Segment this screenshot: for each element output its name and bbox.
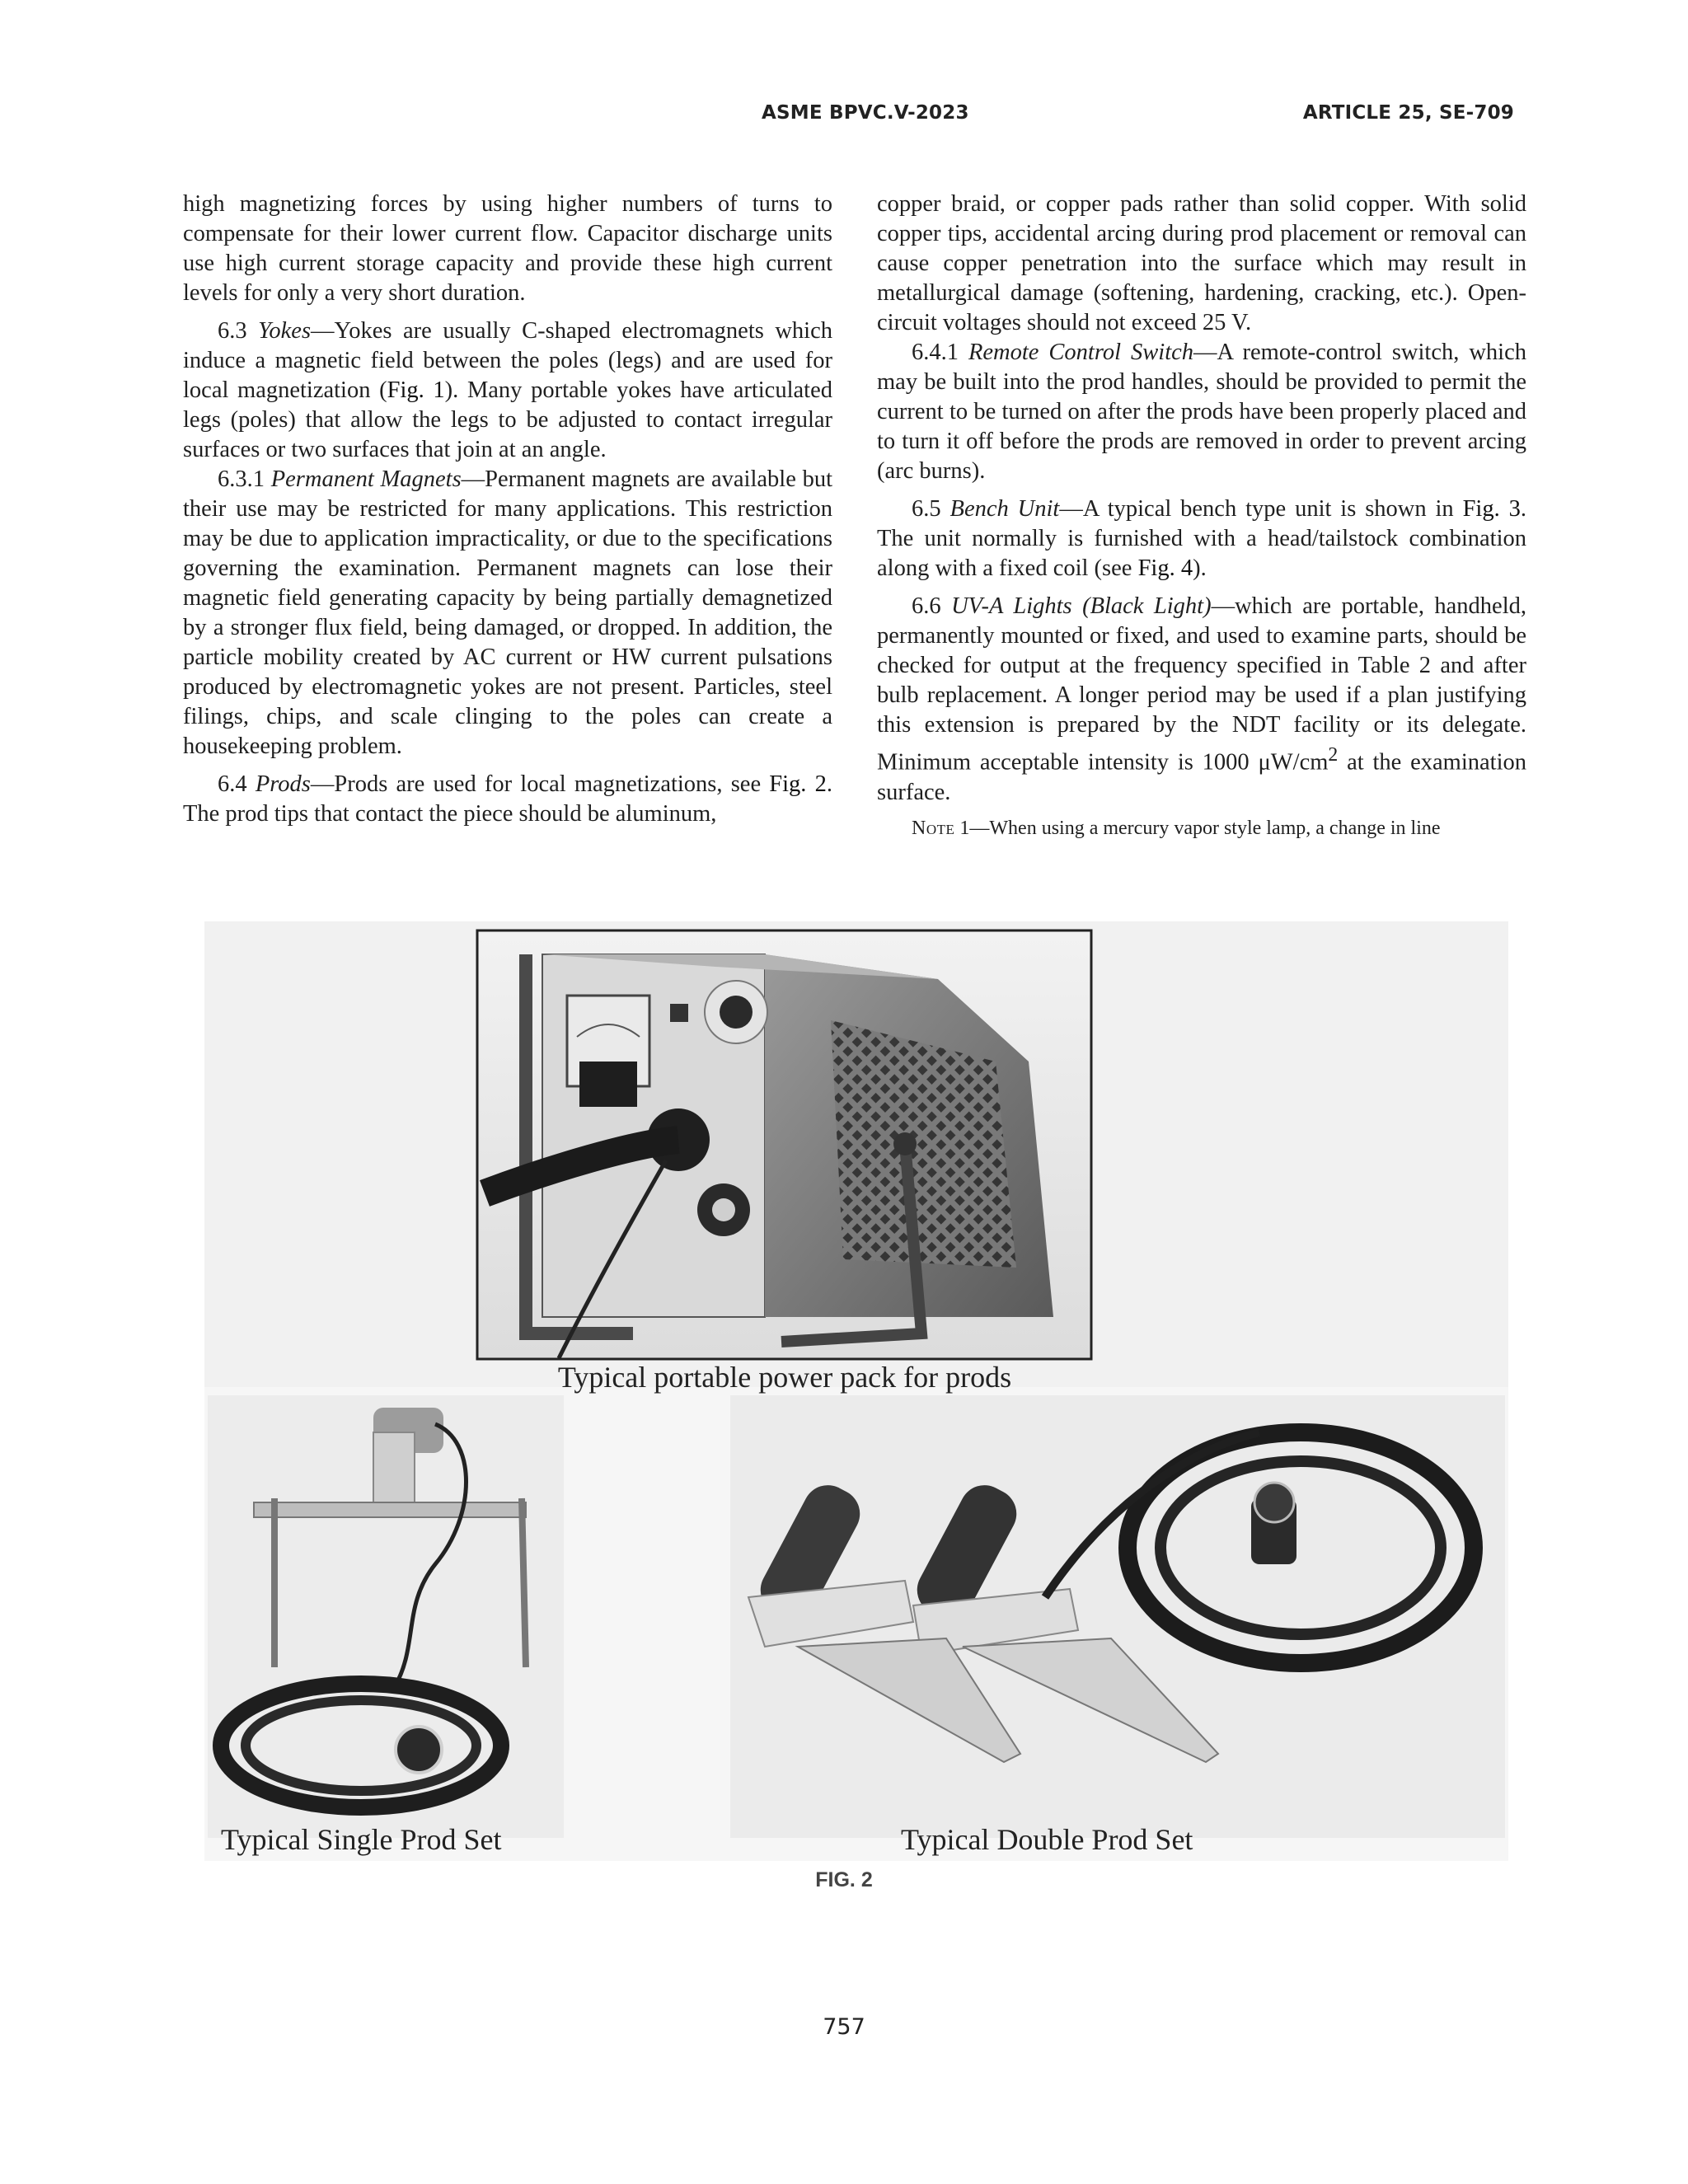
figure-link-fig3[interactable]: Fig. 3: [1462, 496, 1521, 522]
section-6-5-bench-unit: 6.5 Bench Unit—A typical bench type unit is shown in Fig. 3. The unit normally is furnished with a head/tailstock combination along with a fixed coil (see Fig. 4).: [877, 496, 1526, 581]
section-title: Permanent Magnets: [270, 466, 462, 492]
paragraph-continued: high magnetizing forces by using higher numbers of turns to compensate for their lower current flow. Capacitor discharge units use high current storage capacity and provide these high current levels for only a very short duration.: [183, 191, 832, 306]
section-title: Yokes: [258, 318, 312, 344]
note-1: Note 1—When using a mercury vapor style lamp, a change in line: [912, 817, 1441, 839]
figure-caption: FIG. 2: [815, 1868, 873, 1891]
section-6-4-1-remote-control-switch: 6.4.1 Remote Control Switch—A remote-control switch, which may be built into the prod handles, should be provided to permit the current to be turned on after the prods have been properly placed and to turn it off before the prods are removed in order to prevent arcing (arc burns).: [877, 340, 1526, 484]
double-prod-set-photo: [730, 1395, 1505, 1838]
section-title: UV-A Lights (Black Light): [951, 593, 1212, 619]
section-6-3-1-permanent-magnets: 6.3.1 Permanent Magnets—Permanent magnets are available but their use may be restricted for many applications. This restriction may be due to application impracticality, or due to the specifications governing the examination. Permanent magnets can lose their magnetic field generating capacity by being partially demagnetized by a stronger flux field, being damaged, or dropped. In addition, the particle mobility created by AC current or HW current pulsations produced by electromagnetic yokes are not present. Particles, steel filings, chips, and scale clinging to the poles can create a housekeeping problem.: [183, 466, 833, 759]
figure-link-fig4[interactable]: Fig. 4: [1137, 555, 1193, 581]
right-column: [877, 190, 1526, 849]
figure-link-fig2[interactable]: Fig. 2: [769, 771, 827, 797]
section-title: Prods: [255, 771, 311, 797]
page-number: 757: [823, 2014, 865, 2040]
section-title: Remote Control Switch: [968, 340, 1194, 365]
note-label: Note: [912, 817, 955, 839]
power-pack-photo: [477, 930, 1091, 1359]
section-title: Bench Unit: [950, 496, 1060, 522]
left-column: [183, 190, 832, 837]
label-double-prod-set: Typical Double Prod Set: [901, 1823, 1193, 1856]
running-header-left: ASME BPVC.V-2023: [762, 102, 969, 124]
section-6-4-prods: 6.4 Prods—Prods are used for local magnetizations, see Fig. 2. The prod tips that contact the piece should be aluminum,: [183, 771, 832, 827]
figure-link-fig1[interactable]: Fig. 1: [387, 377, 445, 403]
paragraph-continued: copper braid, or copper pads rather than solid copper. With solid copper tips, accidental arcing during prod placement or removal can cause copper penetration into the surface which may result in metallurgical damage (softening, hardening, cracking, etc.). Open-circuit voltages should not exceed 25 V.: [877, 191, 1526, 335]
section-6-3-yokes: 6.3 Yokes—Yokes are usually C-shaped electromagnets which induce a magnetic field between the poles (legs) and are used for local magnetization (Fig. 1). Many portable yokes have articulated legs (poles) that allow the legs to be adjusted to contact irregular surfaces or two surfaces that join at an angle.: [183, 318, 833, 462]
figure-2-photo-composite: [204, 921, 1508, 1861]
single-prod-set-photo: [208, 1395, 564, 1838]
label-single-prod-set: Typical Single Prod Set: [221, 1823, 502, 1856]
label-power-pack: Typical portable power pack for prods: [557, 1361, 1012, 1394]
section-6-6-uv-a-lights: 6.6 UV-A Lights (Black Light)—which are portable, handheld, permanently mounted or fixed, and used to examine parts, should be checked for output at the frequency specified in Table 2 and after bulb replacement. A longer period may be used if a plan justifying this extension is prepared by the NDT facility or its delegate. Minimum acceptable intensity is 1000 $\mu W/cm^2$ at the examination surface.: [877, 593, 1526, 805]
running-header-right: ARTICLE 25, SE-709: [1302, 102, 1514, 124]
